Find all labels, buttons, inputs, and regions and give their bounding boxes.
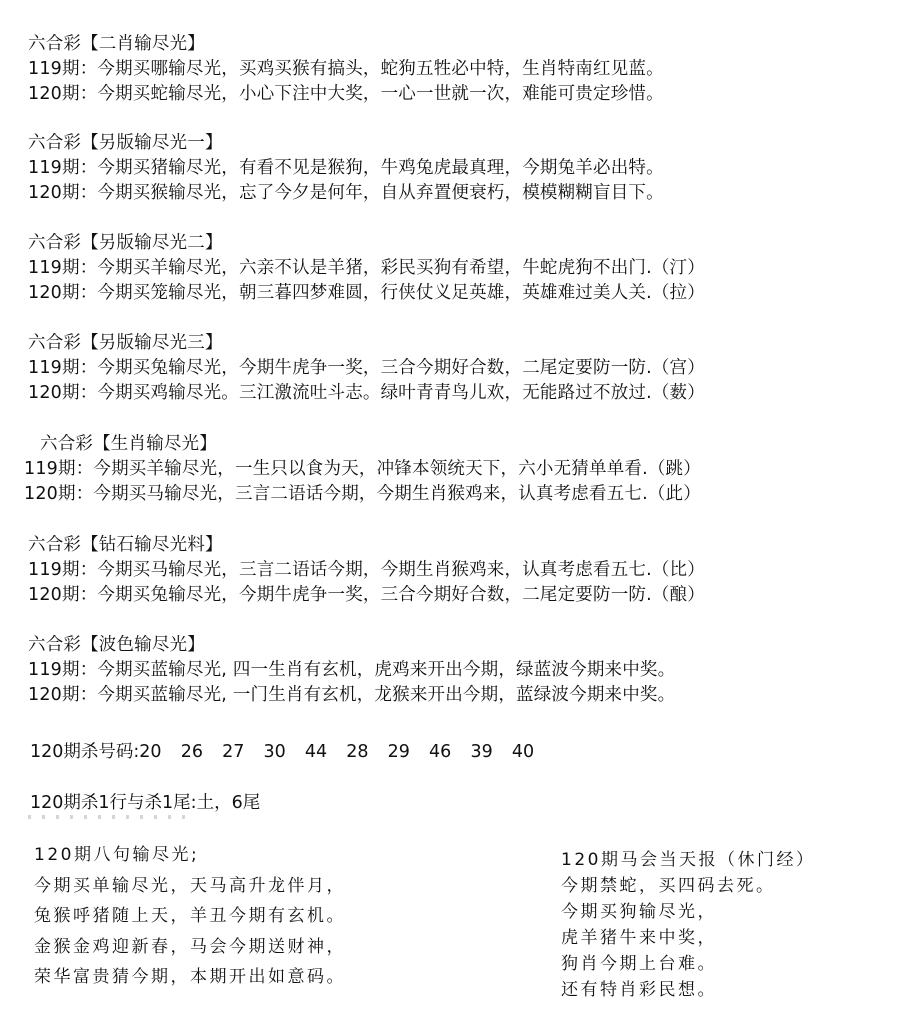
period-row-120: 120期：今期买猴输尽光，忘了今夕是何年，自从弃置便衰朽，模模糊糊盲目下。 — [28, 183, 664, 203]
period-row-120: 120期：今期买马输尽光，三言二语话今期，今期生肖猴鸡来，认真考虑看五七.（此） — [24, 484, 701, 504]
section-title: 六合彩【二肖输尽光】 — [28, 34, 205, 54]
poem-line: 今期买单输尽光，天马高升龙伴月， — [34, 875, 346, 896]
report-line: 虎羊猪牛来中奖， — [561, 928, 717, 948]
section-title: 六合彩【另版输尽光一】 — [28, 133, 223, 153]
period-row-120: 120期：今期买鸡输尽光。三江激流吐斗志。绿叶青青鸟儿欢，无能路过不放过.（薮） — [28, 383, 705, 403]
period-row-119: 119期：今期买马输尽光，三言二语话今期，今期生肖猴鸡来，认真考虑看五七.（比） — [28, 560, 705, 580]
period-row-120: 120期：今期买兔输尽光，今期牛虎争一奖，三合今期好合数，二尾定要防一防.（酿） — [28, 585, 705, 605]
report-line: 还有特肖彩民想。 — [561, 980, 717, 1000]
section-title: 六合彩【波色输尽光】 — [28, 635, 205, 655]
horse-report-title: 120期马会当天报（休门经） — [561, 850, 816, 870]
eight-lines-block — [34, 840, 346, 993]
eight-lines-title: 120期八句输尽光; — [34, 845, 200, 865]
report-line: 今期禁蛇，买四码去死。 — [561, 876, 776, 896]
poem-line: 兔猴呼猪随上天，羊丑今期有玄机。 — [34, 906, 346, 926]
period-row-119: 119期：今期买羊输尽光，六亲不认是羊猪，彩民买狗有希望，牛蛇虎狗不出门.（汀） — [28, 258, 705, 278]
period-row-119: 119期：今期买猪输尽光，有看不见是猴狗，牛鸡兔虎最真理，今期兔羊必出特。 — [28, 158, 664, 178]
period-row-119: 119期：今期买兔输尽光，今期牛虎争一奖，三合今期好合数，二尾定要防一防.（宫） — [28, 358, 705, 378]
horse-report-block — [561, 847, 815, 1003]
section-title: 六合彩【生肖输尽光】 — [40, 434, 217, 454]
poem-line: 金猴金鸡迎新春，马会今期送财神， — [34, 936, 346, 957]
period-row-120: 120期：今期买蛇输尽光，小心下注中大奖，一心一世就一次，难能可贵定珍惜。 — [28, 84, 664, 104]
period-row-120: 120期：今期买蓝输尽光, 一门生肖有玄机，龙猴来开出今期，蓝绿波今期来中奖。 — [28, 685, 676, 705]
poem-line: 荣华富贵猜今期，本期开出如意码。 — [34, 967, 346, 987]
period-row-120: 120期：今期买笼输尽光，朝三暮四梦难圆，行侠仗义足英雄，英雄难过美人关.（拉） — [28, 283, 705, 303]
period-row-119: 119期：今期买羊输尽光，一生只以食为天，冲锋本领统天下，六小无猜单单看.（跳） — [24, 459, 701, 479]
section-title: 六合彩【另版输尽光三】 — [28, 333, 223, 353]
period-row-119: 119期：今期买哪输尽光，买鸡买猴有搞头，蛇狗五牲必中特，生肖特南红见蓝。 — [28, 59, 664, 79]
section-title: 六合彩【钻石输尽光料】 — [28, 535, 223, 555]
kill-row-tail: 120期杀1行与杀1尾:土，6尾 — [30, 793, 261, 813]
section-title: 六合彩【另版输尽光二】 — [28, 233, 223, 253]
cut-off-text-line — [28, 815, 188, 819]
period-row-119: 119期：今期买蓝输尽光, 四一生肖有玄机，虎鸡来开出今期，绿蓝波今期来中奖。 — [28, 660, 676, 680]
kill-numbers: 120期杀号码:20 26 27 30 44 28 29 46 39 40 — [30, 742, 535, 762]
report-line: 狗肖今期上台难。 — [561, 954, 717, 974]
report-line: 今期买狗输尽光， — [561, 902, 717, 922]
